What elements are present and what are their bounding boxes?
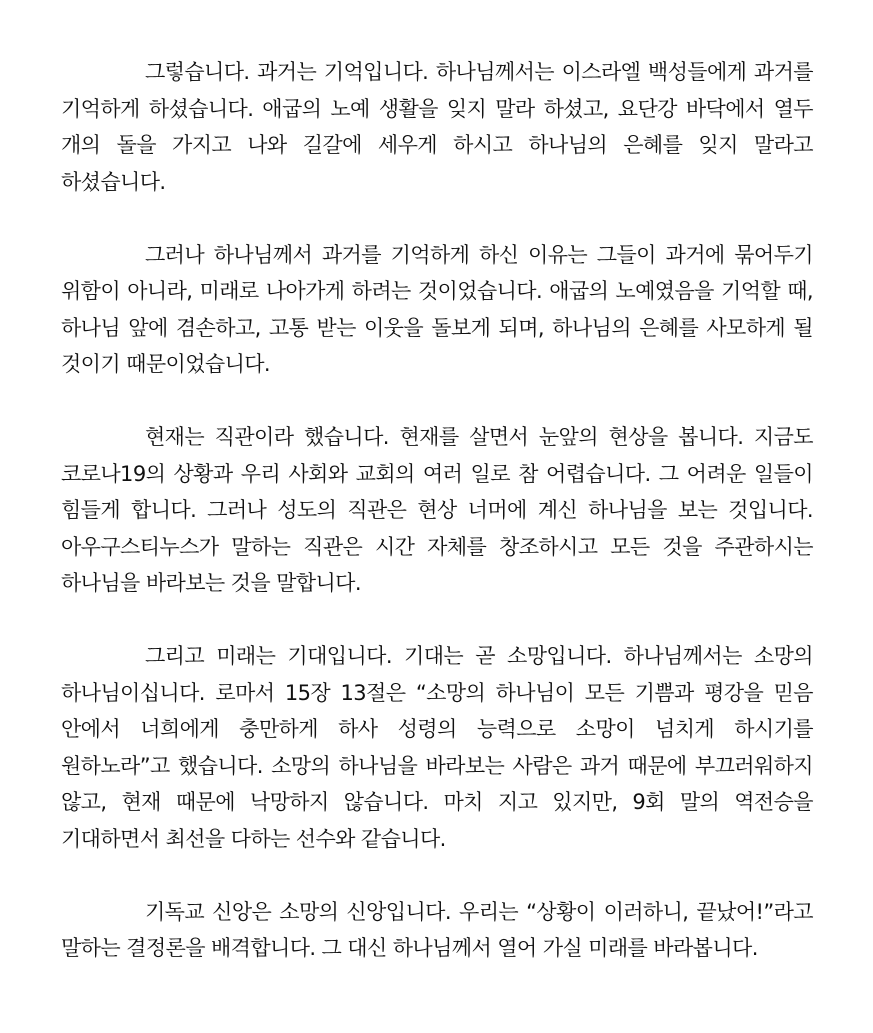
document-body xyxy=(61,54,813,1003)
paragraph-reason-remember: 그러나 하나님께서 과거를 기억하게 하신 이유는 그들이 과거에 묶어두기 위함이 아니라, 미래로 나아가게 하려는 것이었습니다. 애굽의 노예였음을 기억할 때, 하나님 앞에 겸손하고, 고통 받는 이웃을 돌보게 되며, 하나님의 은혜를 사모하게 될 것이기 때문이었습니다. xyxy=(61,242,813,376)
paragraph-present-intuition: 현재는 직관이라 했습니다. 현재를 살면서 눈앞의 현상을 봅니다. 지금도 코로나19의 상황과 우리 사회와 교회의 여러 일로 참 어렵습니다. 그 어려운 일들이 힘들게 합니다. 그러나 성도의 직관은 현상 너머에 계신 하나님을 보는 것입니다. 아우구스티누스가 말하는 직관은 시간 자체를 창조하시고 모든 것을 주관하시는 하나님을 바라보는 것을 말합니다. xyxy=(61,425,813,595)
paragraph-faith-of-hope: 기독교 신앙은 소망의 신앙입니다. 우리는 “상황이 이러하니, 끝났어!”라고 말하는 결정론을 배격합니다. 그 대신 하나님께서 열어 가실 미래를 바라봅니다. xyxy=(61,899,813,960)
paragraph-past-memory: 그렇습니다. 과거는 기억입니다. 하나님께서는 이스라엘 백성들에게 과거를 기억하게 하셨습니다. 애굽의 노예 생활을 잊지 말라 하셨고, 요단강 바닥에서 열두 개의 돌을 가지고 나와 길갈에 세우게 하시고 하나님의 은혜를 잊지 말라고 하셨습니다. xyxy=(61,60,813,194)
paragraph-future-hope: 그리고 미래는 기대입니다. 기대는 곧 소망입니다. 하나님께서는 소망의 하나님이십니다. 로마서 15장 13절은 “소망의 하나님이 모든 기쁨과 평강을 믿음 안에서 너희에게 충만하게 하사 성령의 능력으로 소망이 넘치게 하시기를 원하노라”고 했습니다. 소망의 하나님을 바라보는 사람은 과거 때문에 부끄러워하지 않고, 현재 때문에 낙망하지 않습니다. 마치 지고 있지만, 9회 말의 역전승을 기대하면서 최선을 다하는 선수와 같습니다. xyxy=(61,644,813,851)
